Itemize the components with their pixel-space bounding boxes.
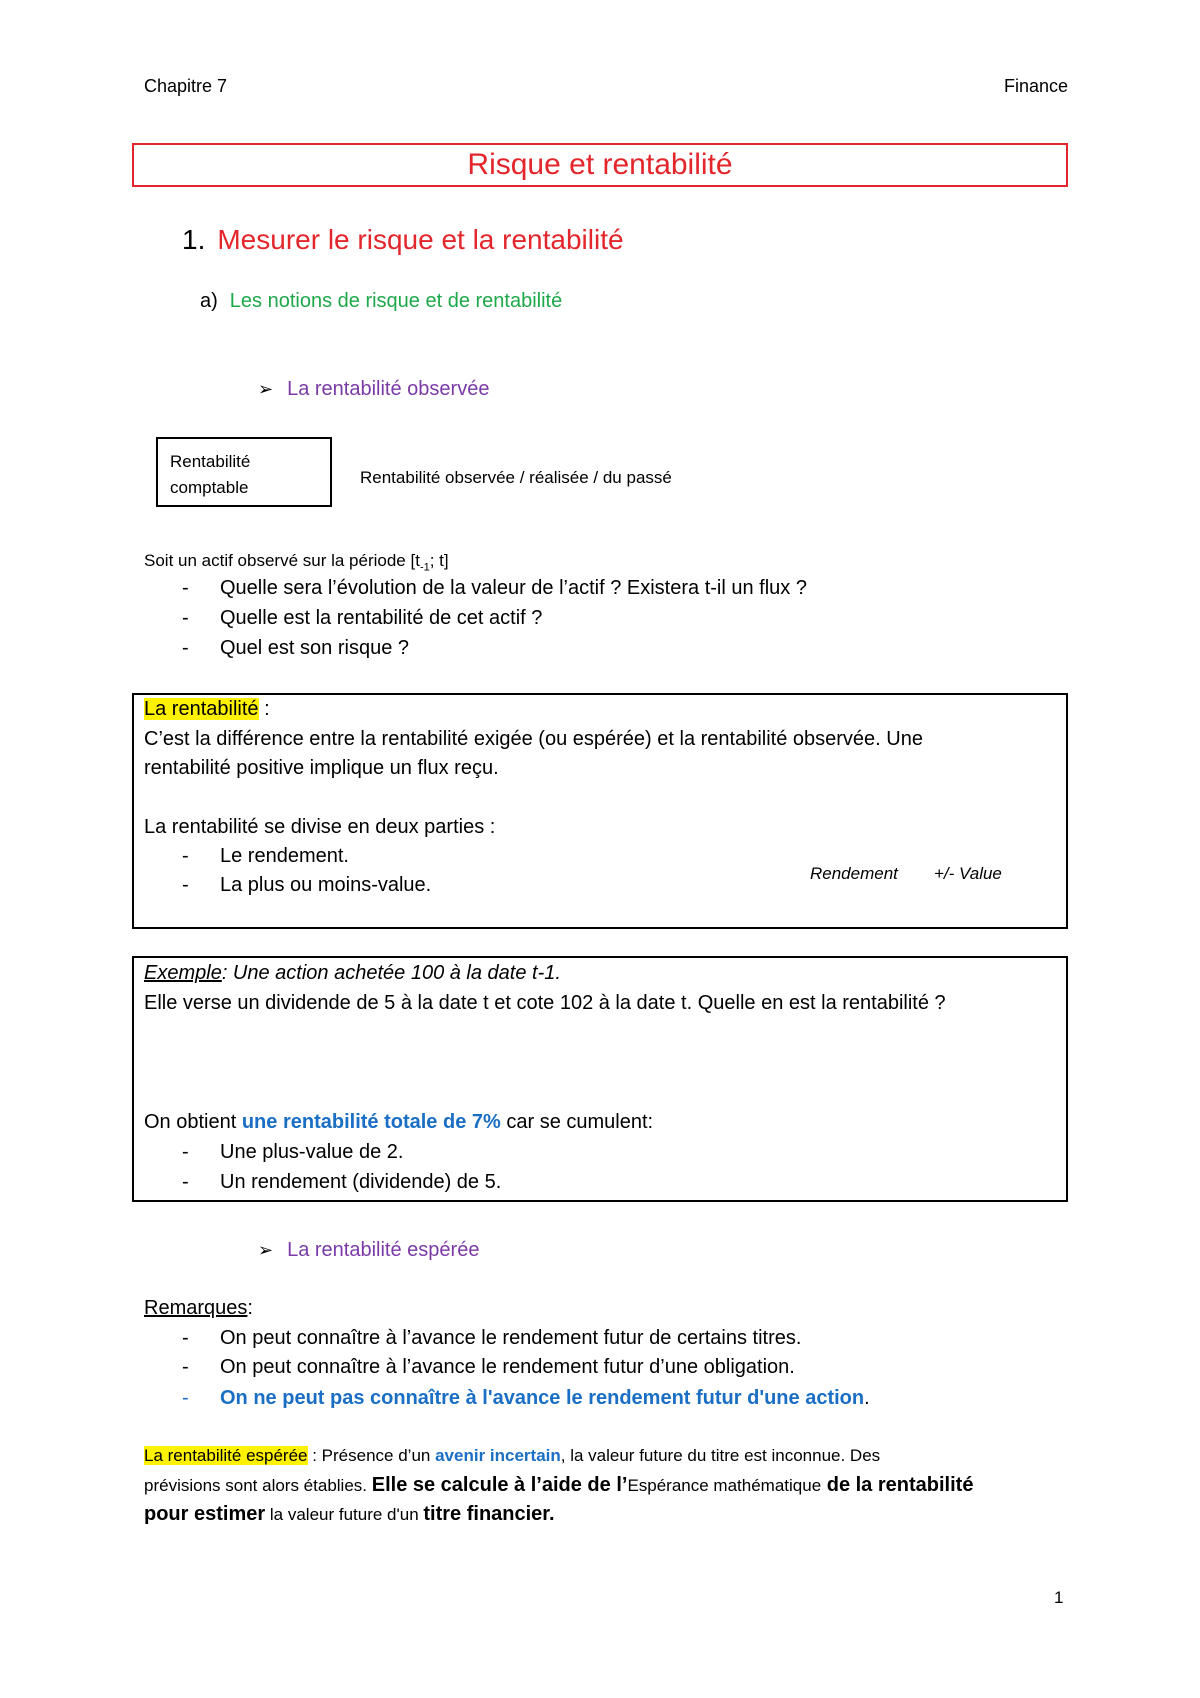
question-text: Quelle sera l’évolution de la valeur de l’actif ? Existera t-il un flux ? (220, 577, 807, 599)
list-item: - Un rendement (dividende) de 5. (182, 1171, 502, 1193)
header-chapter: Chapitre 7 (144, 76, 228, 96)
list-item: - Le rendement. (182, 845, 349, 867)
result-text-end: car se cumulent: (500, 1111, 654, 1133)
expected-heading-text: La rentabilité espérée (287, 1239, 480, 1261)
item-text: Un rendement (dividende) de 5. (220, 1171, 502, 1193)
page-title-text: Risque et rentabilité (467, 148, 733, 181)
header-subject: Finance (1003, 76, 1068, 96)
split-intro: La rentabilité se divise en deux parties : (144, 816, 496, 838)
definition-colon: : (258, 698, 270, 720)
remarks-heading (144, 1297, 253, 1320)
example-label: Exemple (144, 962, 222, 984)
expected-def-l2a: prévisions sont alors établies. (144, 1476, 372, 1495)
subsection-a-title: Les notions de risque et de rentabilité (229, 290, 563, 312)
note-rendement: Rendement (810, 864, 898, 883)
part-text: La plus ou moins-value. (220, 874, 432, 896)
remarks-colon: : (247, 1297, 253, 1319)
list-item: - Quelle est la rentabilité de cet actif ? (182, 607, 543, 629)
example-line-2: Elle verse un dividende de 5 à la date t et cote 102 à la date t. Quelle en est la rentabilité ? (144, 992, 946, 1014)
definition-term: La rentabilité (144, 698, 259, 720)
comptable-box (156, 437, 332, 507)
definition-line-2: rentabilité positive implique un flux reçu. (144, 757, 499, 779)
result-text: On obtient (144, 1111, 242, 1133)
item-text: Une plus-value de 2. (220, 1141, 404, 1163)
example-line-1 (144, 962, 561, 985)
intro-subscript: -1 (419, 561, 430, 574)
subsection-a-heading (200, 290, 562, 313)
remark-text: On peut connaître à l’avance le rendement futur d’une obligation. (220, 1356, 795, 1378)
list-item: - On peut connaître à l’avance le rendement futur de certains titres. (182, 1327, 802, 1349)
example-text: : Une action achetée 100 à la date t-1. (221, 962, 561, 984)
observed-heading-text: La rentabilité observée (287, 378, 490, 400)
subsection-a-label: a) (200, 290, 218, 312)
expected-def-blue: avenir incertain (435, 1446, 561, 1465)
expected-heading (258, 1239, 479, 1262)
expected-def-term: La rentabilité espérée (144, 1446, 308, 1465)
expected-def-line-3 (144, 1503, 555, 1526)
intro-text: Soit un actif observé sur la période [t (144, 551, 420, 570)
list-item: - On ne peut pas connaître à l'avance le rendement futur d'une action. (182, 1387, 870, 1409)
definition-term-line (144, 698, 270, 721)
expected-def-l2c: Espérance mathématique (627, 1476, 822, 1495)
list-item: - Une plus-value de 2. (182, 1141, 404, 1163)
remark-end: . (864, 1387, 870, 1409)
list-item: - Quelle sera l’évolution de la valeur de l’actif ? Existera t-il un flux ? (182, 577, 807, 599)
intro-sentence (144, 551, 449, 573)
part-text: Le rendement. (220, 845, 349, 867)
expected-def-l3a: pour estimer (144, 1503, 266, 1525)
remarks-label: Remarques (144, 1297, 248, 1319)
intro-text-end: ; t] (429, 551, 449, 570)
list-item: - On peut connaître à l’avance le rendement futur d’une obligation. (182, 1356, 795, 1378)
expected-def-text-2: , la valeur future du titre est inconnue. Des (560, 1446, 881, 1465)
expected-def-l3b: la valeur future d'un (265, 1505, 424, 1524)
remark-blue-text: On ne peut pas connaître à l'avance le rendement futur d'une action (220, 1387, 865, 1409)
question-text: Quelle est la rentabilité de cet actif ? (220, 607, 543, 629)
expected-def-line-1 (144, 1446, 880, 1466)
expected-def-l2b: Elle se calcule à l’aide de l’ (371, 1474, 628, 1496)
section-1-number: 1. (182, 224, 206, 255)
observed-heading (258, 378, 489, 401)
expected-def-l3c: titre financier. (423, 1503, 555, 1525)
arrow-bullet-icon: ➢ (258, 1240, 274, 1260)
comptable-description: Rentabilité observée / réalisée / du passé (360, 468, 672, 487)
expected-def-line-2 (144, 1474, 973, 1497)
list-item: - Quel est son risque ? (182, 637, 409, 659)
page-title (132, 143, 1068, 187)
example-result (144, 1111, 653, 1134)
expected-def-l2d: de la rentabilité (821, 1474, 974, 1496)
remark-text: On peut connaître à l’avance le rendement futur de certains titres. (220, 1327, 802, 1349)
question-text: Quel est son risque ? (220, 637, 409, 659)
result-highlight: une rentabilité totale de 7% (241, 1111, 501, 1133)
page-number: 1 (1054, 1588, 1064, 1607)
section-1-title: Mesurer le risque et la rentabilité (217, 224, 624, 255)
section-1-heading (182, 224, 624, 256)
note-value: +/- Value (934, 864, 1002, 883)
list-item: - La plus ou moins-value. (182, 874, 432, 896)
definition-line-1: C’est la différence entre la rentabilité exigée (ou espérée) et la rentabilité observée. Une (144, 728, 923, 750)
comptable-box-line2: comptable (170, 478, 249, 497)
expected-def-text: : Présence d’un (307, 1446, 436, 1465)
comptable-box-line1: Rentabilité (170, 452, 251, 471)
arrow-bullet-icon: ➢ (258, 379, 274, 399)
